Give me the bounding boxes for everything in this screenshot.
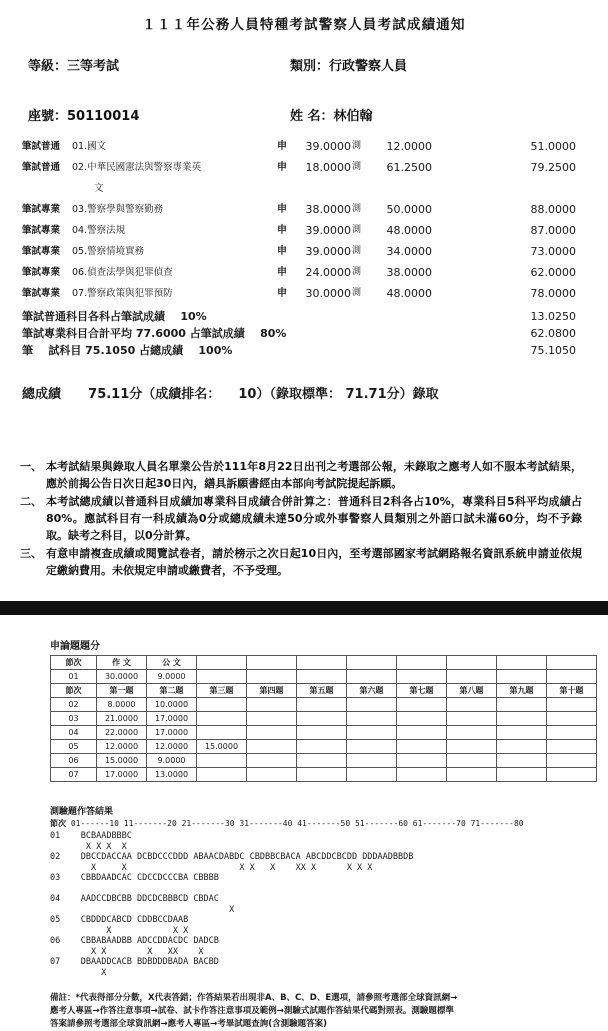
subject-row [0,283,608,304]
cell-value [397,698,447,712]
essay-tag: 申 [277,267,287,278]
answer-string: AADCCDBCBB DDCDCBBBCD CBDAC [80,894,219,904]
cell-value [447,726,497,740]
cell-value [197,698,247,712]
col-header: 公 文 [147,656,197,670]
session-number: 01 [50,831,61,841]
answer-row [50,915,608,936]
cell-value [497,740,547,754]
cell-value [297,768,347,782]
wrong-answer-marks [50,926,608,936]
test-tag: 測 [352,204,362,214]
cell-value [547,740,597,754]
essay-tag: 申 [277,246,287,257]
cell-value [547,768,597,782]
cell-value [247,698,297,712]
answer-line [50,936,608,947]
cell-value [397,726,447,740]
ruler-scale: 01------10 11-------20 21-------30 31-------40 41-------50 51-------60 61-------70 71-------80 [70,819,524,828]
cell-value [297,698,347,712]
ruler-label: 節次 [50,819,66,828]
subject-total: 87.0000 [530,224,576,237]
cell-value [247,712,297,726]
session-index: 05 [51,740,97,754]
test-score: 38.0000 [386,266,432,279]
answer-string: BCBAADBBBC [80,831,132,841]
table-row [51,740,597,754]
col-header [247,656,297,670]
cell-value [297,754,347,768]
subject-category: 筆試專業 [22,246,61,257]
essay-tag: 申 [277,162,287,173]
test-score: 48.0000 [386,287,432,300]
session-number: 06 [50,936,61,946]
cell-value [347,712,397,726]
session-number: 02 [50,852,61,862]
answer-line [50,957,608,968]
wrong-answer-marks [50,905,608,915]
table-row [51,670,597,684]
col-header: 第三題 [197,684,247,698]
cell-value [397,712,447,726]
cell-value [347,740,397,754]
cell-value [397,740,447,754]
footnote-line: 應考人專區→作答注意事項→試卷、試卡作答注意事項及範例→測驗式試題作答結果代碼對照表。測驗題標準 [50,1006,454,1016]
cell-value [497,698,547,712]
cell-value: 8.0000 [97,698,147,712]
subject-name-continuation: 文 [94,183,104,194]
essay-score: 39.0000 [305,140,351,153]
cell-value: 21.0000 [97,712,147,726]
col-header: 第七題 [397,684,447,698]
col-header [547,656,597,670]
cell-value [247,726,297,740]
answer-section-title: 測驗題作答結果 [50,807,114,817]
test-score: 50.0000 [386,203,432,216]
cell-value [247,740,297,754]
session-index: 01 [51,670,97,684]
answer-row [50,852,608,873]
essay-score-table [50,655,597,782]
answer-string: CBDDDCABCD CDDBCCDAAB [80,915,189,925]
subject-row [0,241,608,262]
weight-value: 62.0800 [530,327,576,340]
col-header: 第八題 [447,684,497,698]
page-title: １１１年公務人員特種考試警察人員考試成績通知 [142,17,466,33]
essay-tag: 申 [277,288,287,299]
subject-name: 03.警察學與警察勤務 [72,204,164,215]
test-score: 48.0000 [386,224,432,237]
cell-value [447,712,497,726]
weight-row [0,325,608,342]
essay-section-title: 申論題題分 [50,641,100,652]
note-number: 二、 [20,495,42,508]
cell-value [197,726,247,740]
answer-string: CBBDAADCAC CDCCDCCCBA CBBBB [80,873,219,883]
cell-value [197,768,247,782]
cell-value [497,726,547,740]
subject-name: 04.警察法規 [72,225,126,236]
note-number: 三、 [20,547,42,560]
col-header [297,656,347,670]
test-tag: 測 [352,141,362,151]
grand-total-line: 總成績 75.11分（成績排名： 10）（錄取標準： 71.71分）錄取 [22,387,439,402]
mark-string: X X X X X XX X X X X [80,863,373,873]
cell-value: 30.0000 [97,670,147,684]
subject-name: 07.警察政策與犯罪預防 [72,288,173,299]
subject-total: 79.2500 [530,161,576,174]
test-score: 61.2500 [386,161,432,174]
table-row [51,656,597,670]
cell-value: 15.0000 [97,754,147,768]
essay-score: 30.0000 [305,287,351,300]
answer-row [50,894,608,915]
col-header: 作 文 [97,656,147,670]
cell-value [447,670,497,684]
cell-value [347,698,397,712]
grade-category-row [0,55,608,74]
wrong-answer-marks [50,968,608,978]
cell-value [547,726,597,740]
cell-value [197,712,247,726]
cell-value [447,768,497,782]
session-index: 03 [51,712,97,726]
wrong-answer-marks [50,947,608,957]
answer-row [50,873,608,894]
cell-value [397,768,447,782]
answer-string: DBAADDCACB BDBDDDBADA BACBD [80,957,219,967]
session-number: 04 [50,894,61,904]
col-header [347,656,397,670]
subject-row [0,262,608,283]
mark-string: X X X [80,926,189,936]
seat-name-row [0,105,608,124]
cell-value [547,698,597,712]
cell-value [247,754,297,768]
cell-value: 17.0000 [97,768,147,782]
seat-number: 座號：50110014 [28,109,140,124]
col-header: 第一題 [97,684,147,698]
table-row [51,768,597,782]
notes-section [0,458,608,579]
cell-value [297,726,347,740]
cell-value: 22.0000 [97,726,147,740]
test-tag: 測 [352,162,362,172]
essay-score: 38.0000 [305,203,351,216]
cell-value [447,754,497,768]
note-number: 一、 [20,460,42,473]
subject-category: 筆試專業 [22,204,61,215]
weight-description: 筆 試科目 75.1050 占總成績 100% [22,344,233,357]
weight-row [0,342,608,359]
answer-line [50,873,608,884]
cell-value [397,670,447,684]
note-item [20,458,582,492]
table-row [51,754,597,768]
cell-value: 12.0000 [147,740,197,754]
mark-string: X [80,968,107,978]
note-item [20,545,582,579]
cell-value [297,712,347,726]
essay-score: 39.0000 [305,224,351,237]
mark-string: X X X XX X [80,947,204,957]
cell-value [347,670,397,684]
cell-value: 10.0000 [147,698,197,712]
subject-category: 筆試專業 [22,225,61,236]
footnote-line: 備註：*代表得部分分數，X代表答錯；作答結果若出現非A、B、C、D、E選項，請參照考選部全球資訊網→ [50,993,458,1003]
essay-score: 18.0000 [305,161,351,174]
test-score: 12.0000 [386,140,432,153]
session-number: 07 [50,957,61,967]
test-tag: 測 [352,267,362,277]
col-header: 第十題 [547,684,597,698]
answer-line [50,852,608,863]
cell-value [347,754,397,768]
cell-value [497,712,547,726]
question-number-ruler [50,818,608,829]
test-tag: 測 [352,225,362,235]
cell-value: 17.0000 [147,726,197,740]
subject-total: 62.0000 [530,266,576,279]
subject-row [0,157,608,178]
cell-value [197,670,247,684]
subject-total: 51.0000 [530,140,576,153]
cell-value [547,670,597,684]
test-score: 34.0000 [386,245,432,258]
cell-value: 15.0000 [197,740,247,754]
wrong-answer-marks [50,863,608,873]
subject-total: 73.0000 [530,245,576,258]
answer-line [50,915,608,926]
note-text: 本考試總成績以普通科目成績加專業科目成績合併計算之：普通科目2科各占10%，專業科目5科平均成績占80%。應試科目有一科成績為0分或總成績未達50分或外事警察人員類別之外語口試未滿60分，均不予錄取。缺考之科目，以0分計算。 [46,495,582,542]
table-row [51,684,597,698]
table-row [51,698,597,712]
answer-line [50,831,608,842]
table-row [51,712,597,726]
cell-value: 17.0000 [147,712,197,726]
cell-value [247,670,297,684]
subject-name: 01.國文 [72,141,107,152]
answer-results-section [0,804,608,978]
weight-description: 筆試專業科目合計平均 77.6000 占筆試成績 80% [22,327,287,340]
cell-value [497,754,547,768]
col-header: 第六題 [347,684,397,698]
cell-value [447,698,497,712]
essay-tag: 申 [277,141,287,152]
weight-value: 13.0250 [530,310,576,323]
subject-name: 05.警察情境實務 [72,246,145,257]
subject-name: 02.中華民國憲法與警察專業英 [72,162,202,173]
note-text: 有意申請複查成績或閱覽試卷者，請於榜示之次日起10日內，至考選部國家考試網路報名資訊系統申請並依規定繳納費用。未依規定申請或繳費者，不予受理。 [46,547,582,577]
exam-category: 類別：行政警察人員 [290,59,408,74]
col-header: 第二題 [147,684,197,698]
answer-line [50,894,608,905]
weighted-summary [0,308,608,359]
subject-total: 88.0000 [530,203,576,216]
cell-value [497,670,547,684]
weight-description: 筆試普通科目各科占筆試成績 10% [22,310,207,323]
cell-value [297,670,347,684]
answer-string: CBBABAADBB ADCCDDACDC DADCB [80,936,219,946]
session-index: 07 [51,768,97,782]
note-item [20,493,582,544]
cell-value [497,768,547,782]
subject-category: 筆試普通 [22,141,61,152]
page-two [0,615,608,1031]
test-tag: 測 [352,246,362,256]
col-header: 節次 [51,684,97,698]
cell-value [547,754,597,768]
table-row [51,726,597,740]
subject-category: 筆試專業 [22,288,61,299]
cell-value [547,712,597,726]
subject-row [0,199,608,220]
col-header [197,656,247,670]
essay-score: 24.0000 [305,266,351,279]
page-separator-bar [0,601,608,615]
wrong-answer-marks [50,842,608,852]
footnote-line: 答案請參照考選部全球資訊網→應考人專區→考畢試題查詢(含測驗題答案) [50,1019,328,1029]
footnote-section [0,992,608,1031]
answer-string: DBCCDACCAA DCBDCCCDDD ABAACDABDC CBDBBCBACA ABCDDCBCDD DDDAADBBDB [80,852,414,862]
cell-value [297,740,347,754]
session-number: 03 [50,873,61,883]
weight-value: 75.1050 [530,344,576,357]
subject-row [0,136,608,157]
subject-category: 筆試普通 [22,162,61,173]
session-number: 05 [50,915,61,925]
note-text: 本考試結果與錄取人員名單業公告於111年8月22日出刊之考選部公報，未錄取之應考人如不服本考試結果，應於前揭公告日次日起30日內，繕具訴願書經由本部向考試院提起訴願。 [46,460,582,490]
cell-value [347,726,397,740]
session-index: 02 [51,698,97,712]
answer-row [50,957,608,978]
mark-string: X X X X [80,842,127,852]
cell-value: 9.0000 [147,670,197,684]
answer-row [50,936,608,957]
cell-value [247,768,297,782]
subject-row [0,220,608,241]
answer-row [50,831,608,852]
cell-value [347,768,397,782]
col-header: 節次 [51,656,97,670]
col-header [447,656,497,670]
cell-value: 12.0000 [97,740,147,754]
wrong-answer-marks [50,884,608,894]
col-header: 第五題 [297,684,347,698]
cell-value [447,740,497,754]
session-index: 04 [51,726,97,740]
candidate-name: 姓 名：林伯翰 [290,109,373,124]
subject-category: 筆試專業 [22,267,61,278]
session-index: 06 [51,754,97,768]
test-tag: 測 [352,288,362,298]
cell-value [197,754,247,768]
col-header: 第九題 [497,684,547,698]
essay-score: 39.0000 [305,245,351,258]
cell-value [397,754,447,768]
col-header [497,656,547,670]
subject-total: 78.0000 [530,287,576,300]
subject-score-list [0,136,608,304]
exam-grade: 等級：三等考試 [28,59,120,74]
cell-value: 13.0000 [147,768,197,782]
cell-value: 9.0000 [147,754,197,768]
col-header: 第四題 [247,684,297,698]
mark-string: X [80,905,235,915]
weight-row [0,308,608,325]
col-header [397,656,447,670]
subject-name: 06.偵查法學與犯罪偵查 [72,267,173,278]
essay-tag: 申 [277,204,287,215]
essay-tag: 申 [277,225,287,236]
